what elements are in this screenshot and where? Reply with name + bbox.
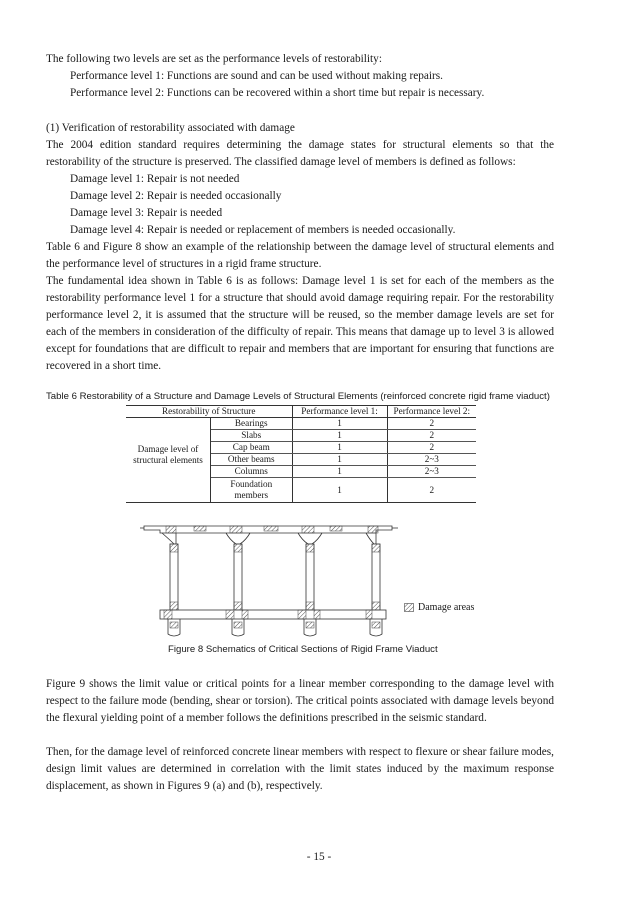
pl2-cell: 2 [387,478,476,503]
element-cell: Slabs [211,430,292,442]
header-performance-level-1: Performance level 1: [292,406,387,418]
performance-level-2: Performance level 2: Functions can be recovered within a short time but repair is necessary. [70,87,485,99]
haunch [162,533,176,544]
element-cell: Cap beam [211,442,292,454]
damage-level-3: Damage level 3: Repair is needed [70,207,223,219]
rigid-frame-viaduct-diagram [140,518,400,640]
table-header-row [126,406,476,418]
group-label: Damage level of structural elements [126,418,211,478]
damage-areas-legend-label: Damage areas [418,602,475,613]
column [234,544,242,610]
haunch [298,533,322,544]
pl1-cell: 1 [292,418,387,430]
ground-beam [160,610,386,619]
pl2-cell: 2 [387,442,476,454]
haunch [226,533,250,544]
damage-level-table [126,405,476,503]
damage-level-1: Damage level 1: Repair is not needed [70,173,240,185]
pl1-cell: 1 [292,466,387,478]
pl2-cell: 2 [387,430,476,442]
element-cell: Columns [211,466,292,478]
element-cell: Other beams [211,454,292,466]
table-figure-paragraph: Table 6 and Figure 8 show an example of the relationship between the damage level of structural elements and the performance level of structures in a rigid frame structure. [46,241,554,270]
element-cell: Foundation members [211,478,292,503]
damage-level-2: Damage level 2: Repair is needed occasionally [70,190,282,202]
design-limit-paragraph: Then, for the damage level of reinforced concrete linear members with respect to flexure or shear failure modes, design limit values are determined in correlation with the limit states induced by the maximum response displacement, as shown in Figures 9 (a) and (b), respectively. [46,746,554,792]
column [170,544,178,610]
pl2-cell: 2~3 [387,454,476,466]
figure-caption: Figure 8 Schematics of Critical Sections of Rigid Frame Viaduct [168,644,438,655]
table-row [126,478,476,503]
header-performance-level-2: Performance level 2: [387,406,476,418]
pl2-cell: 2 [387,418,476,430]
column [372,544,380,610]
column [306,544,314,610]
intro-text: The following two levels are set as the performance levels of restorability: [46,53,382,65]
damage-areas-legend-icon [404,603,415,613]
damage-level-4: Damage level 4: Repair is needed or replacement of members is needed occasionally. [70,224,456,236]
pl1-cell: 1 [292,454,387,466]
table-row [126,418,476,430]
pl1-cell: 1 [292,478,387,503]
group-label-spacer [126,478,211,503]
figure-9-paragraph: Figure 9 shows the limit value or critical points for a linear member corresponding to the damage level with respect to the failure mode (bending, shear or torsion). The critical points associated with damage levels beyond the flexural yielding point of a member follows the definitions prescribed in the seismic standard. [46,678,554,724]
element-cell: Bearings [211,418,292,430]
performance-level-1: Performance level 1: Functions are sound and can be used without making repairs. [70,70,444,82]
pl2-cell: 2~3 [387,466,476,478]
table-caption: Table 6 Restorability of a Structure and Damage Levels of Structural Elements (reinforced concrete rigid frame viaduct) [46,391,550,402]
haunch [366,533,376,544]
section-heading: (1) Verification of restorability associated with damage [46,122,295,134]
pl1-cell: 1 [292,442,387,454]
fundamental-idea-paragraph: The fundamental idea shown in Table 6 is as follows: Damage level 1 is set for each of the members as the restorability performance level 1 for a structure that should avoid damage requiring repair. For the restorability performance level 2, it is assumed that the structure will be reused, so the member damage levels are set for each of the members in consideration of the difficulty of repair. This means that damage up to level 3 is allowed except for foundations that are difficult to repair and members that are important for ensuring that functions are recovered in a short time. [46,275,554,372]
section-paragraph: The 2004 edition standard requires determining the damage states for structural elements so that the restorability of the structure is preserved. The classified damage level of members is defined as follows: [46,139,554,168]
header-restorability: Restorability of Structure [126,406,292,418]
page-number: - 15 - [306,851,332,863]
pl1-cell: 1 [292,430,387,442]
